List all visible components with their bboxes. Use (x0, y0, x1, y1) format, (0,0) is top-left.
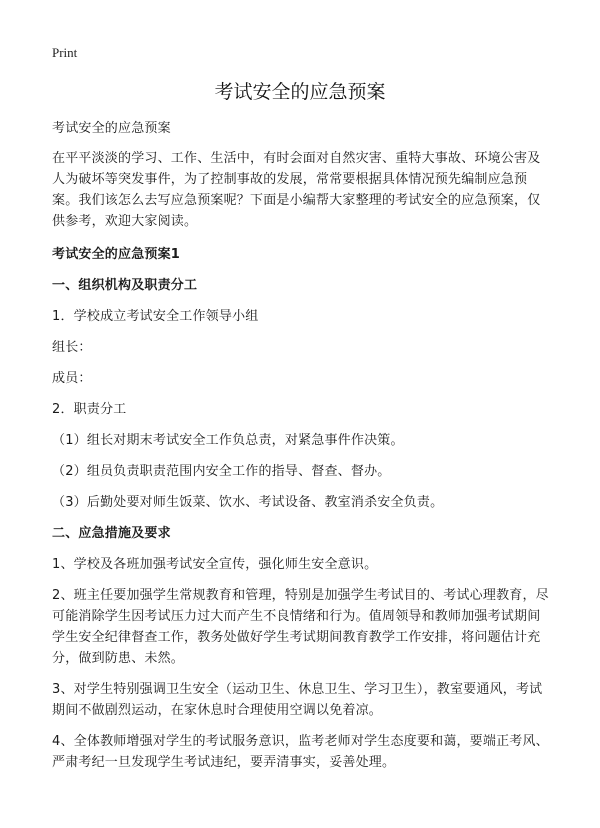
members-line: 成员： (52, 371, 92, 386)
intro-paragraph: 在平平淡淡的学习、工作、生活中，有时会面对自然灾害、重特大事故、环境公害及人为破坏等突发事件，为了控制事故的发展，常常要根据具体情况预先编制应急预案。我们该怎么去写应急预案呢？下面是小编帮大家整理的考试安全的应急预案，仅供参考，欢迎大家阅读。 (52, 151, 541, 229)
measure3-paragraph: 3、对学生特别强调卫生安全（运动卫生、休息卫生、学习卫生），教室要通风，考试期间不做剧烈运动，在家休息时合理使用空调以免着凉。 (52, 682, 543, 718)
section-title: 考试安全的应急预案1 (52, 247, 181, 262)
leader-line: 组长： (52, 340, 92, 355)
document-subtitle: 考试安全的应急预案 (52, 121, 171, 136)
item1-paragraph: 1．学校成立考试安全工作领导小组 (52, 309, 259, 324)
part1-heading: 一、组织机构及职责分工 (52, 278, 198, 293)
measure1-paragraph: 1、学校及各班加强考试安全宣传，强化师生安全意识。 (52, 557, 378, 572)
duty1-paragraph: （1）组长对期末考试安全工作负总责，对紧急事件作决策。 (52, 433, 404, 448)
measure2-paragraph: 2、班主任要加强学生常规教育和管理，特别是加强学生考试目的、考试心理教育，尽可能消除学生因考试压力过大而产生不良情绪和行为。值周领导和教师加强考试期间学生安全纪律督查工作，教务处做好学生考试期间教育教学工作安排，将问题估计充分，做到防患、未然。 (52, 588, 549, 666)
item2-paragraph: 2．职责分工 (52, 402, 127, 417)
document-body (52, 118, 552, 783)
duty2-paragraph: （2）组员负责职责范围内安全工作的指导、督查、督办。 (52, 464, 391, 479)
duty3-paragraph: （3）后勤处要对师生饭菜、饮水、考试设备、教室消杀安全负责。 (52, 495, 444, 510)
print-link[interactable]: Print (52, 45, 78, 60)
part2-heading: 二、应急措施及要求 (52, 526, 171, 541)
document-title: 考试安全的应急预案 (214, 81, 386, 103)
measure4-paragraph: 4、全体教师增强对学生的考试服务意识，监考老师对学生态度要和蔼，要端正考风、严肃考纪一旦发现学生考试违纪，要弄清事实，妥善处理。 (52, 734, 549, 770)
